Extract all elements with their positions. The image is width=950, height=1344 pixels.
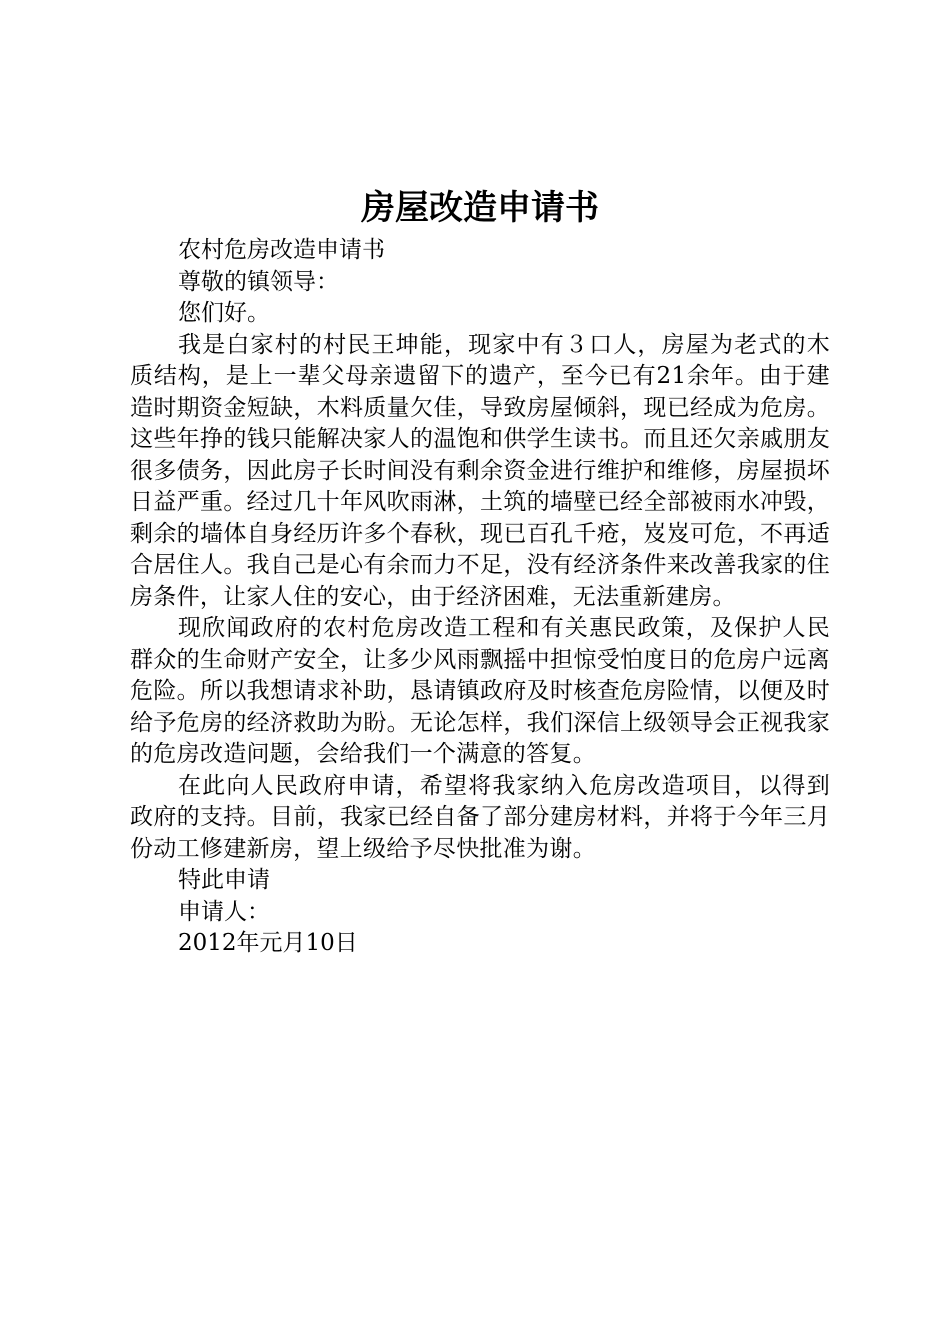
document-date: 2012年元月10日 [178, 930, 358, 956]
document-title: 房屋改造申请书 [361, 188, 599, 228]
salutation: 尊敬的镇领导： [178, 268, 339, 295]
document-page [130, 185, 830, 960]
body-paragraph-3: 在此向人民政府申请，希望将我家纳入危房改造项目，以得到政府的支持。目前，我家已经自备了部分建房材料，并将于今年三月份动工修建新房，望上级给予尽快批准为谢。 [130, 772, 830, 862]
greeting: 您们好。 [178, 300, 270, 326]
applicant-label: 申请人： [178, 898, 270, 925]
body-paragraph-1: 我是白家村的村民王坤能，现家中有３口人，房屋为老式的木质结构，是上一辈父母亲遗留下的遗产，至今已有21余年。由于建造时期资金短缺，木料质量欠佳，导致房屋倾斜，现已经成为危房。这些年挣的钱只能解决家人的温饱和供学生读书。而且还欠亲戚朋友很多债务，因此房子长时间没有剩余资金进行维护和维修，房屋损坏日益严重。经过几十年风吹雨淋，土筑的墙壁已经全部被雨水冲毁，剩余的墙体自身经历许多个春秋，现已百孔千疮，岌岌可危，不再适合居住人。我自己是心有余而力不足，没有经济条件来改善我家的住房条件，让家人住的安心，由于经济困难，无法重新建房。 [130, 331, 830, 610]
closing-text: 特此申请 [178, 867, 270, 893]
body-paragraph-2: 现欣闻政府的农村危房改造工程和有关惠民政策，及保护人民群众的生命财产安全，让多少风雨飘摇中担惊受怕度日的危房户远离危险。所以我想请求补助，恳请镇政府及时核查危房险情，以便及时给予危房的经济救助为盼。无论怎样，我们深信上级领导会正视我家的危房改造问题，会给我们一个满意的答复。 [130, 615, 830, 767]
document-subtitle: 农村危房改造申请书 [178, 237, 385, 263]
